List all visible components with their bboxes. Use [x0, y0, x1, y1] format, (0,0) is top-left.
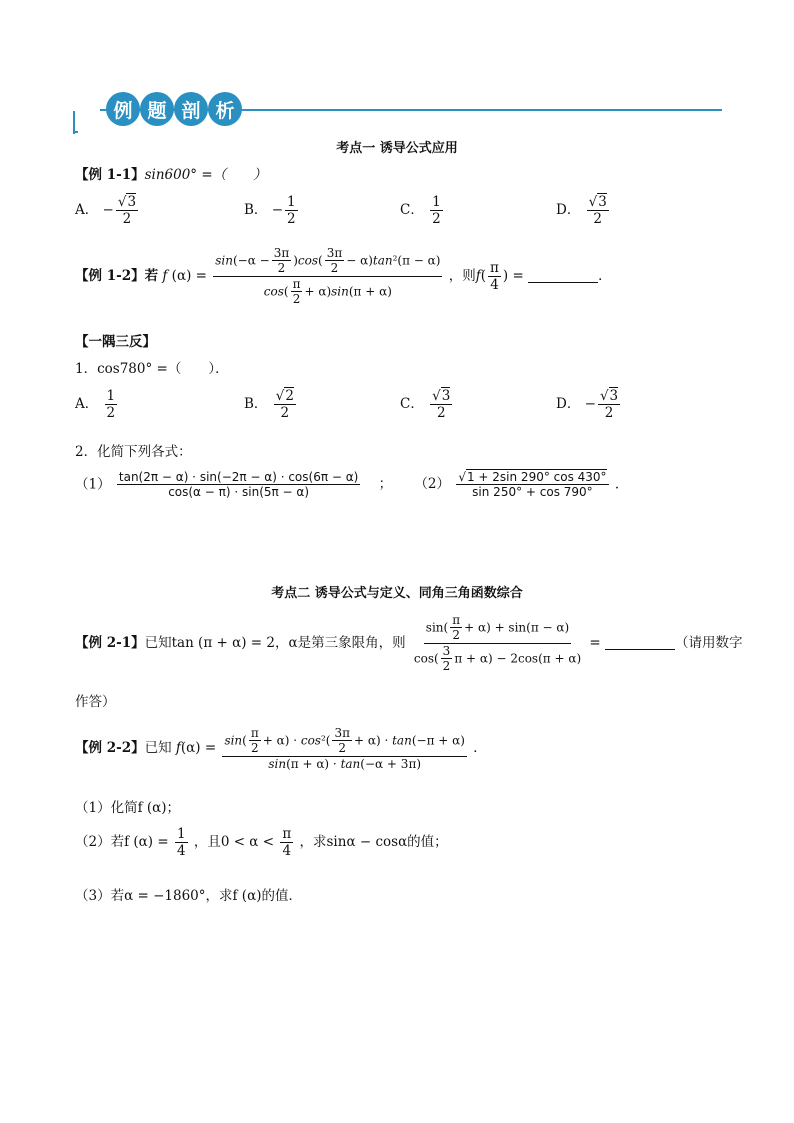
choice-label: B． [244, 396, 268, 413]
part-label: （1） [75, 476, 111, 493]
formula-fraction: $\frac{√1 + 2\sin 290^\circ \cos 430^\circ}{\sin 250^\circ + \cos 790^\circ}$ [458, 470, 607, 500]
choice-b: B． $\frac{√2}{2}$ [244, 388, 294, 422]
section-title: 考点一 诱导公式应用 [336, 141, 458, 156]
section-title: 考点二 诱导公式与定义、同角三角函数综合 [271, 586, 523, 601]
text: 已知 [144, 740, 172, 757]
text: ． [473, 740, 487, 757]
choice-label: D． [556, 396, 581, 413]
text: （请用数字 [675, 634, 743, 651]
practice-q1: 1．cos780° =（ ）． [75, 361, 229, 377]
example-label: 【例 2-2】 [75, 740, 145, 757]
choice-d: D． $\frac{√3}{2}$ [556, 194, 607, 228]
banner-char: 例 [106, 92, 140, 126]
sub-question-2: （2）若f (α) = $\frac{1}{4}$ ，且0 < α < $\frac{\pi}{4}$ ，求sinα − cosα的值； [75, 826, 448, 860]
part-label: （2） [414, 476, 451, 493]
formula-fraction: sin( $\frac{\pi}{2}$ + α) · cos²( $\frac{3\pi}{2}$ + α) · tan(−π + α) sin(π + α) · tan(−α + 3π) [224, 726, 465, 771]
example-2-1: 【例 2-1】已知tan (π + α) = 2，α是第三象限角，则 sin( $\frac{\pi}{2}$ + α) + sin(π − α) cos( $\frac{3}{2}$ π + α) − 2cos(π + α) = （请用数字 [75, 613, 743, 674]
example-label: 【例 1-1】 [75, 167, 145, 183]
formula-fraction: sin(−α − $\frac{3\pi}{2}$ )cos( $\frac{3\pi}{2}$ − α)tan²(π − α) cos( $\frac{\pi}{2}$ + α)sin(π + α) [215, 246, 441, 307]
text: ，求sinα − cosα的值； [299, 834, 448, 851]
banner-char: 析 [208, 92, 242, 126]
answer-blank [528, 270, 598, 283]
formula-fraction: $\frac{\tan(2\pi - \alpha) \cdot \sin(-2\pi - \alpha) \cdot \cos(6\pi - \alpha)}{\cos(\alpha - \pi) \cdot \sin(5\pi - \alpha)}$ [118, 470, 359, 500]
practice-q2: 2．化简下列各式： [75, 444, 192, 460]
text: ． [598, 267, 612, 284]
text: ，则 [448, 267, 476, 284]
banner-corner-foot [73, 131, 78, 133]
choice-label: A． [75, 396, 99, 413]
practice-q2-parts [75, 470, 619, 500]
example-label: 【例 1-2】若 [75, 267, 159, 284]
choice-label: B． [244, 202, 268, 219]
sub-question-1: （1）化简f (α)； [75, 800, 181, 816]
choice-c: C． $\frac{√3}{2}$ [400, 388, 451, 422]
choice-a: A． − $\frac{√3}{2}$ [75, 194, 137, 228]
example-1-1 [75, 163, 267, 183]
choice-label: A． [75, 202, 99, 219]
answer-blank [605, 637, 675, 650]
example-2-1-cont: 作答） [75, 694, 116, 710]
text: 已知tan (π + α) = 2，α是第三象限角，则 [144, 634, 406, 651]
choice-label: D． [556, 202, 581, 219]
banner-char: 题 [140, 92, 174, 126]
choice-d: D． − $\frac{√3}{2}$ [556, 388, 619, 422]
formula-fraction: sin( $\frac{\pi}{2}$ + α) + sin(π − α) cos( $\frac{3}{2}$ π + α) − 2cos(π + α) [413, 613, 582, 674]
text: （2）若f (α) = [75, 834, 169, 851]
example-label: 【例 2-1】 [75, 634, 145, 651]
choice-c: C． $\frac{1}{2}$ [400, 194, 441, 228]
example-2-2: 【例 2-2】已知 f(α) = sin( $\frac{\pi}{2}$ + α) · cos²( $\frac{3\pi}{2}$ + α) · tan(−π + α) sin(π + α) · tan(−α + 3π) ． [75, 726, 487, 771]
sub-question-3: （3）若α = −1860°，求f (α)的值． [75, 888, 302, 904]
text: ，且0 < α < [193, 834, 275, 851]
question-expr: sin600° =（ ） [144, 167, 267, 183]
practice-heading: 【一隅三反】 [75, 334, 156, 350]
banner-char: 剖 [174, 92, 208, 126]
choice-a: A． $\frac{1}{2}$ [75, 388, 116, 422]
text: ； [378, 476, 393, 493]
text: . [614, 476, 620, 493]
choice-label: C． [400, 202, 424, 219]
choice-b: B． − $\frac{1}{2}$ [244, 194, 296, 228]
example-1-2: 【例 1-2】若 f (α) = sin(−α − $\frac{3\pi}{2}$ )cos( $\frac{3\pi}{2}$ − α)tan²(π − α) cos( $\frac{\pi}{2}$ + α)sin(π + α) ，则f( $\frac{\pi}{4}$ ) = ． [75, 246, 612, 307]
choice-label: C． [400, 396, 424, 413]
